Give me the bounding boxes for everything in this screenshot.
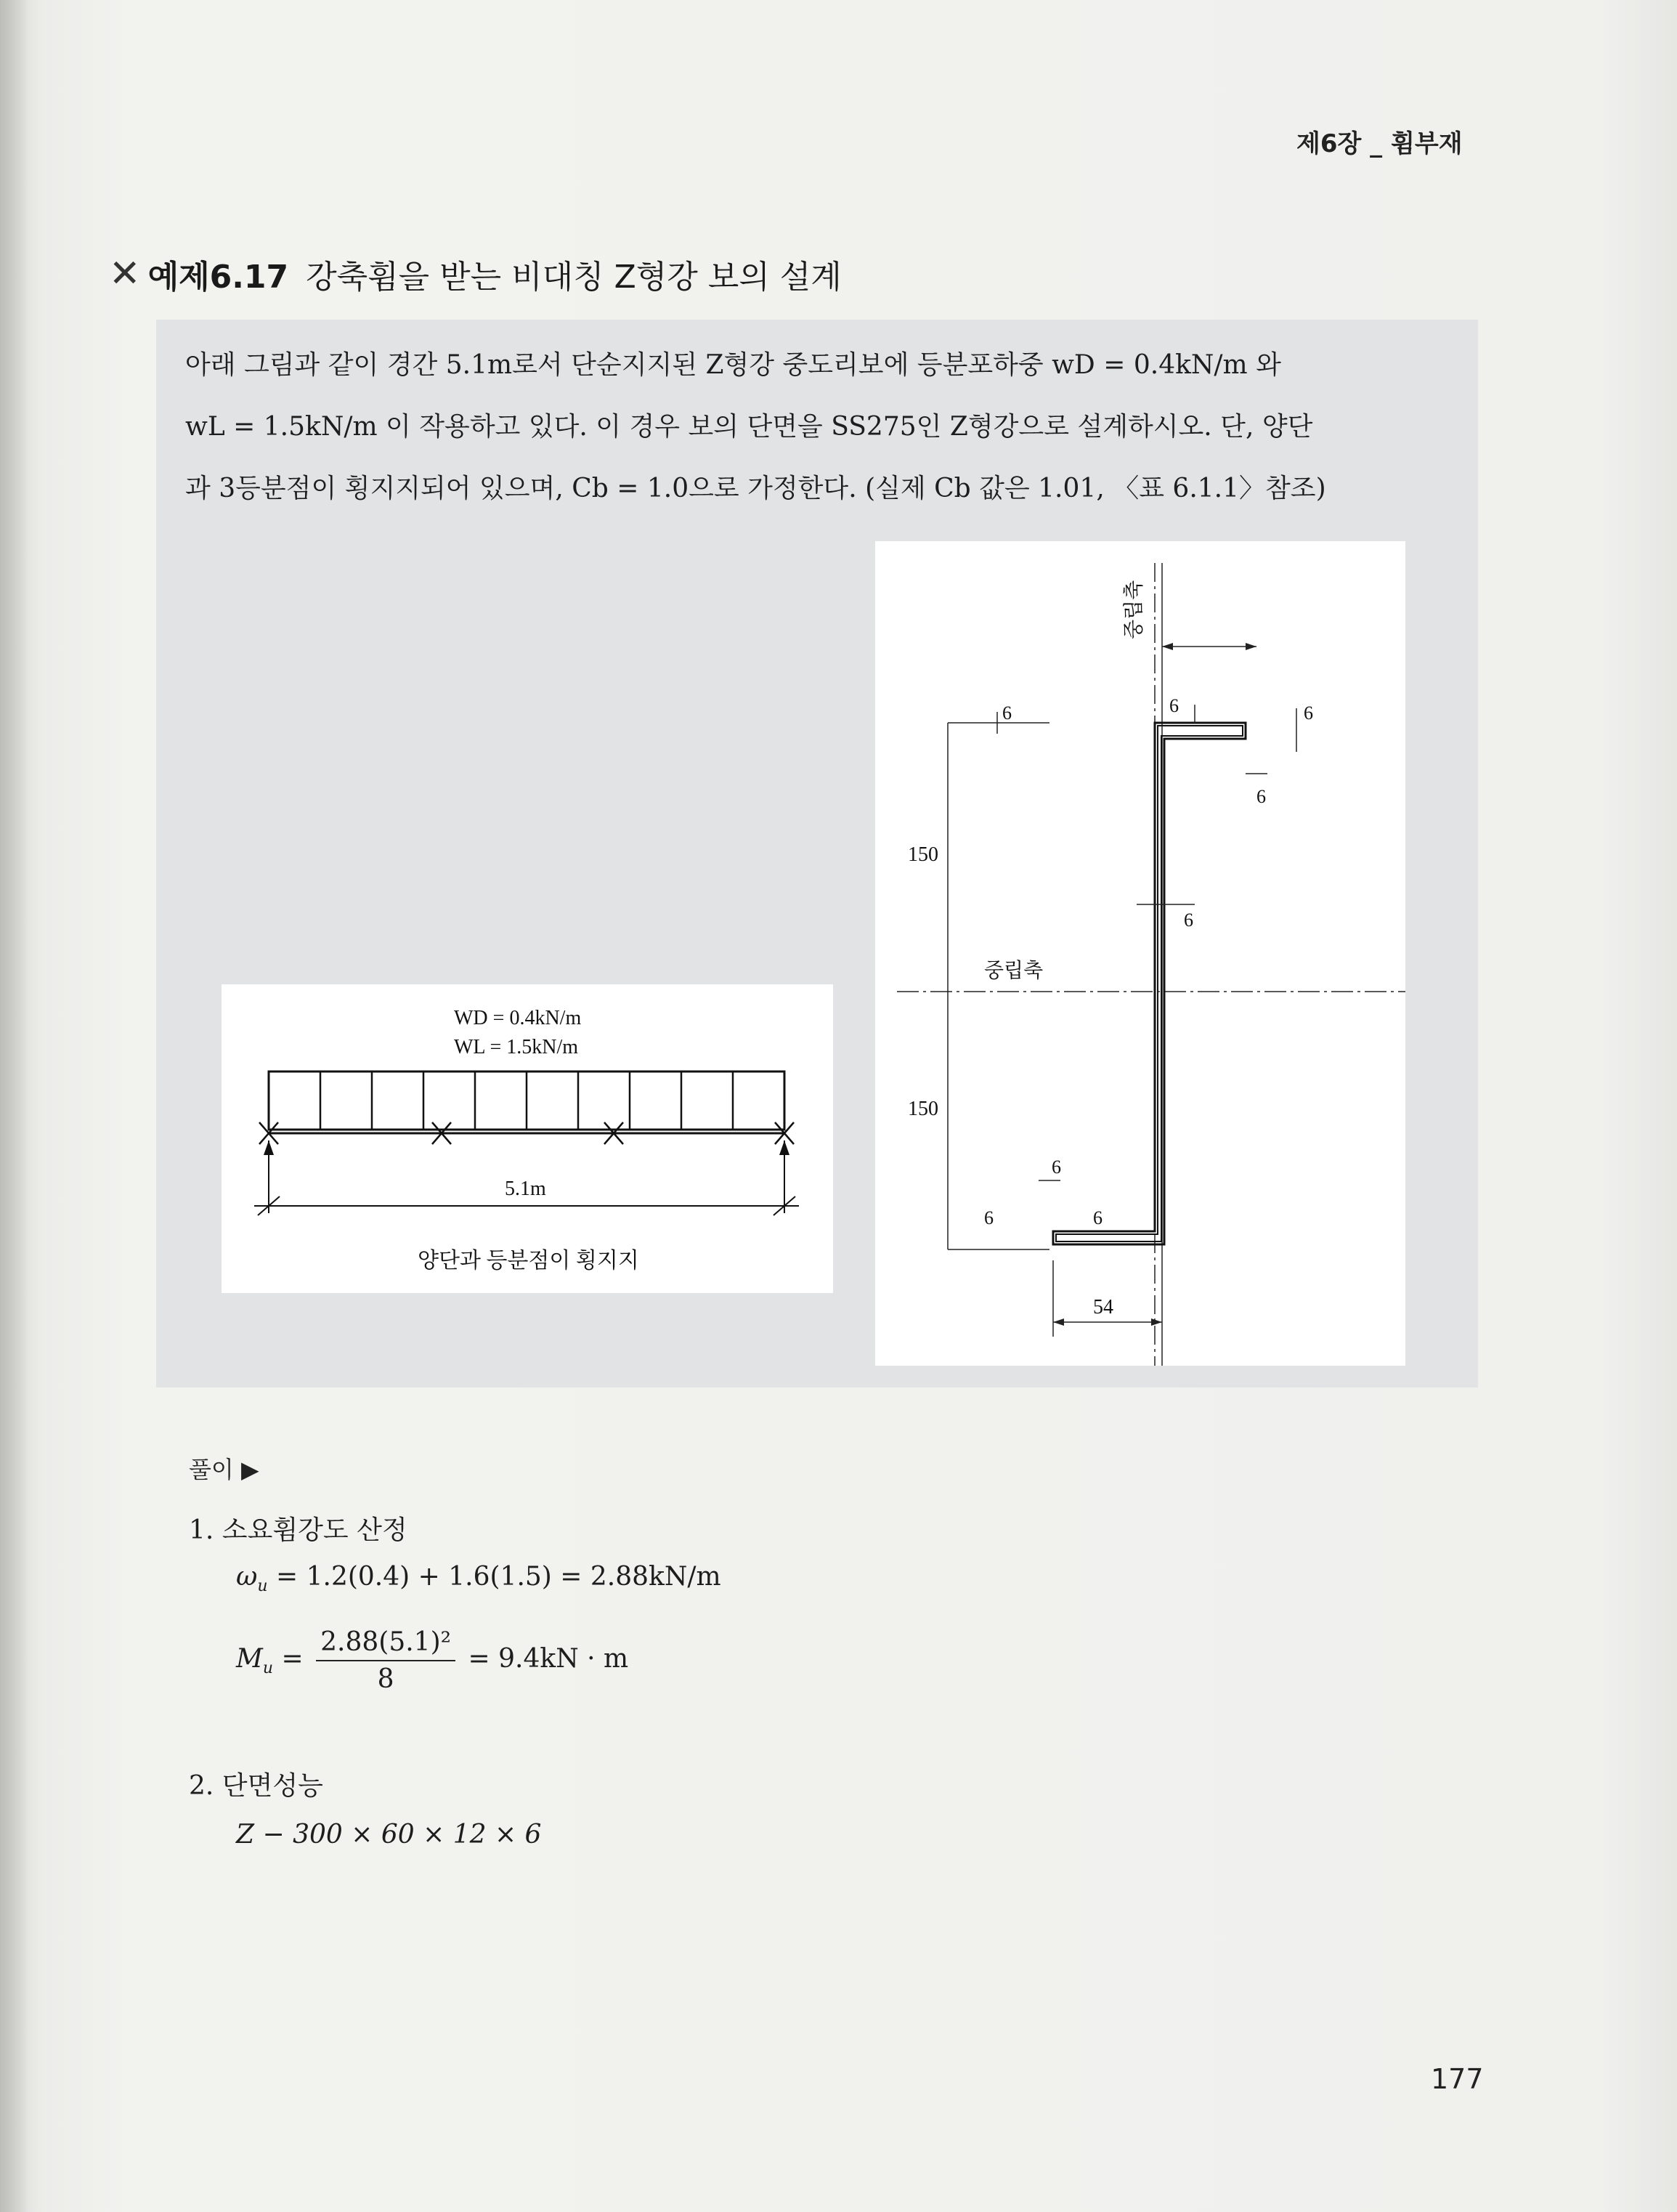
dead-load-label: WD = 0.4kN/m [454, 1007, 582, 1029]
vertical-neutral-axis-label: 중립축 [1123, 580, 1145, 639]
problem-statement [185, 334, 1449, 519]
mu-symbol: $M_u$ [236, 1644, 274, 1678]
beam-drawing [222, 984, 833, 1293]
step2-title: 2. 단면성능 [189, 1771, 323, 1801]
thickness-dim-bottom-lip: 6 [1052, 1156, 1061, 1178]
thickness-dim-web: 6 [1184, 909, 1193, 931]
page-gutter-shadow [0, 0, 29, 2212]
example-title [109, 251, 842, 297]
problem-line-3: 과 3등분점이 횡지지되어 있으며, Cb = 1.0으로 가정한다. (실제 Cb 값은 1.01, 〈표 6.1.1〉참조) [185, 474, 1326, 503]
thickness-dim-top-right: 6 [1304, 702, 1313, 724]
problem-line-1: 아래 그림과 같이 경간 5.1m로서 단순지지된 Z형강 중도리보에 등분포하중 wD = 0.4kN/m 와 [185, 350, 1281, 380]
bottom-flange-width-dim: 54 [1093, 1296, 1113, 1318]
mu-result: = 9.4kN · m [468, 1644, 629, 1674]
mu-numerator: 2.88(5.1)² [316, 1627, 455, 1661]
thickness-dim-top-left: 6 [1002, 702, 1012, 724]
thickness-dim-lip: 6 [1256, 786, 1266, 807]
example-number: 예제6.17 [147, 259, 289, 296]
upper-height-dim: 150 [908, 843, 938, 866]
solution-label: 풀이 ▶ [189, 1456, 259, 1483]
z-section-drawing [875, 541, 1405, 1366]
live-load-label: WL = 1.5kN/m [454, 1036, 579, 1058]
mu-denominator: 8 [377, 1664, 394, 1694]
example-heading: 강축휨을 받는 비대칭 Z형강 보의 설계 [306, 259, 842, 296]
beam-load-figure [222, 984, 833, 1293]
page-number: 177 [1431, 2063, 1484, 2095]
section-designation: Z − 300 × 60 × 12 × 6 [236, 1820, 542, 1850]
lower-height-dim: 150 [908, 1098, 938, 1120]
thickness-dim-bottom-left: 6 [984, 1207, 994, 1228]
beam-caption: 양단과 등분점이 횡지지 [418, 1249, 639, 1273]
step1-title: 1. 소요휨강도 산정 [189, 1515, 407, 1545]
z-section-outline [1053, 723, 1246, 1244]
problem-line-2: wL = 1.5kN/m 이 작용하고 있다. 이 경우 보의 단면을 SS275인 Z형강으로 설계하시오. 단, 양단 [185, 412, 1313, 442]
thickness-dim-top-flange: 6 [1169, 695, 1179, 716]
horizontal-neutral-axis-label: 중립축 [984, 960, 1044, 982]
z-section-figure [875, 541, 1405, 1366]
wu-symbol: $\omega_u$ [236, 1562, 268, 1596]
span-label: 5.1m [505, 1178, 546, 1200]
mu-equation: $M_u$ = $\frac{\text{2.88(5.1)²}}{8}$ = 9.4kN · m [236, 1627, 629, 1694]
running-head: 제6장 _ 휨부재 [1296, 129, 1463, 158]
wu-expression: = 1.2(0.4) + 1.6(1.5) = 2.88kN/m [275, 1562, 721, 1592]
cross-mark-icon: ✕ [109, 252, 141, 296]
wu-equation [236, 1562, 721, 1595]
mu-fraction [316, 1627, 455, 1694]
thickness-dim-bottom-flange: 6 [1093, 1207, 1103, 1228]
